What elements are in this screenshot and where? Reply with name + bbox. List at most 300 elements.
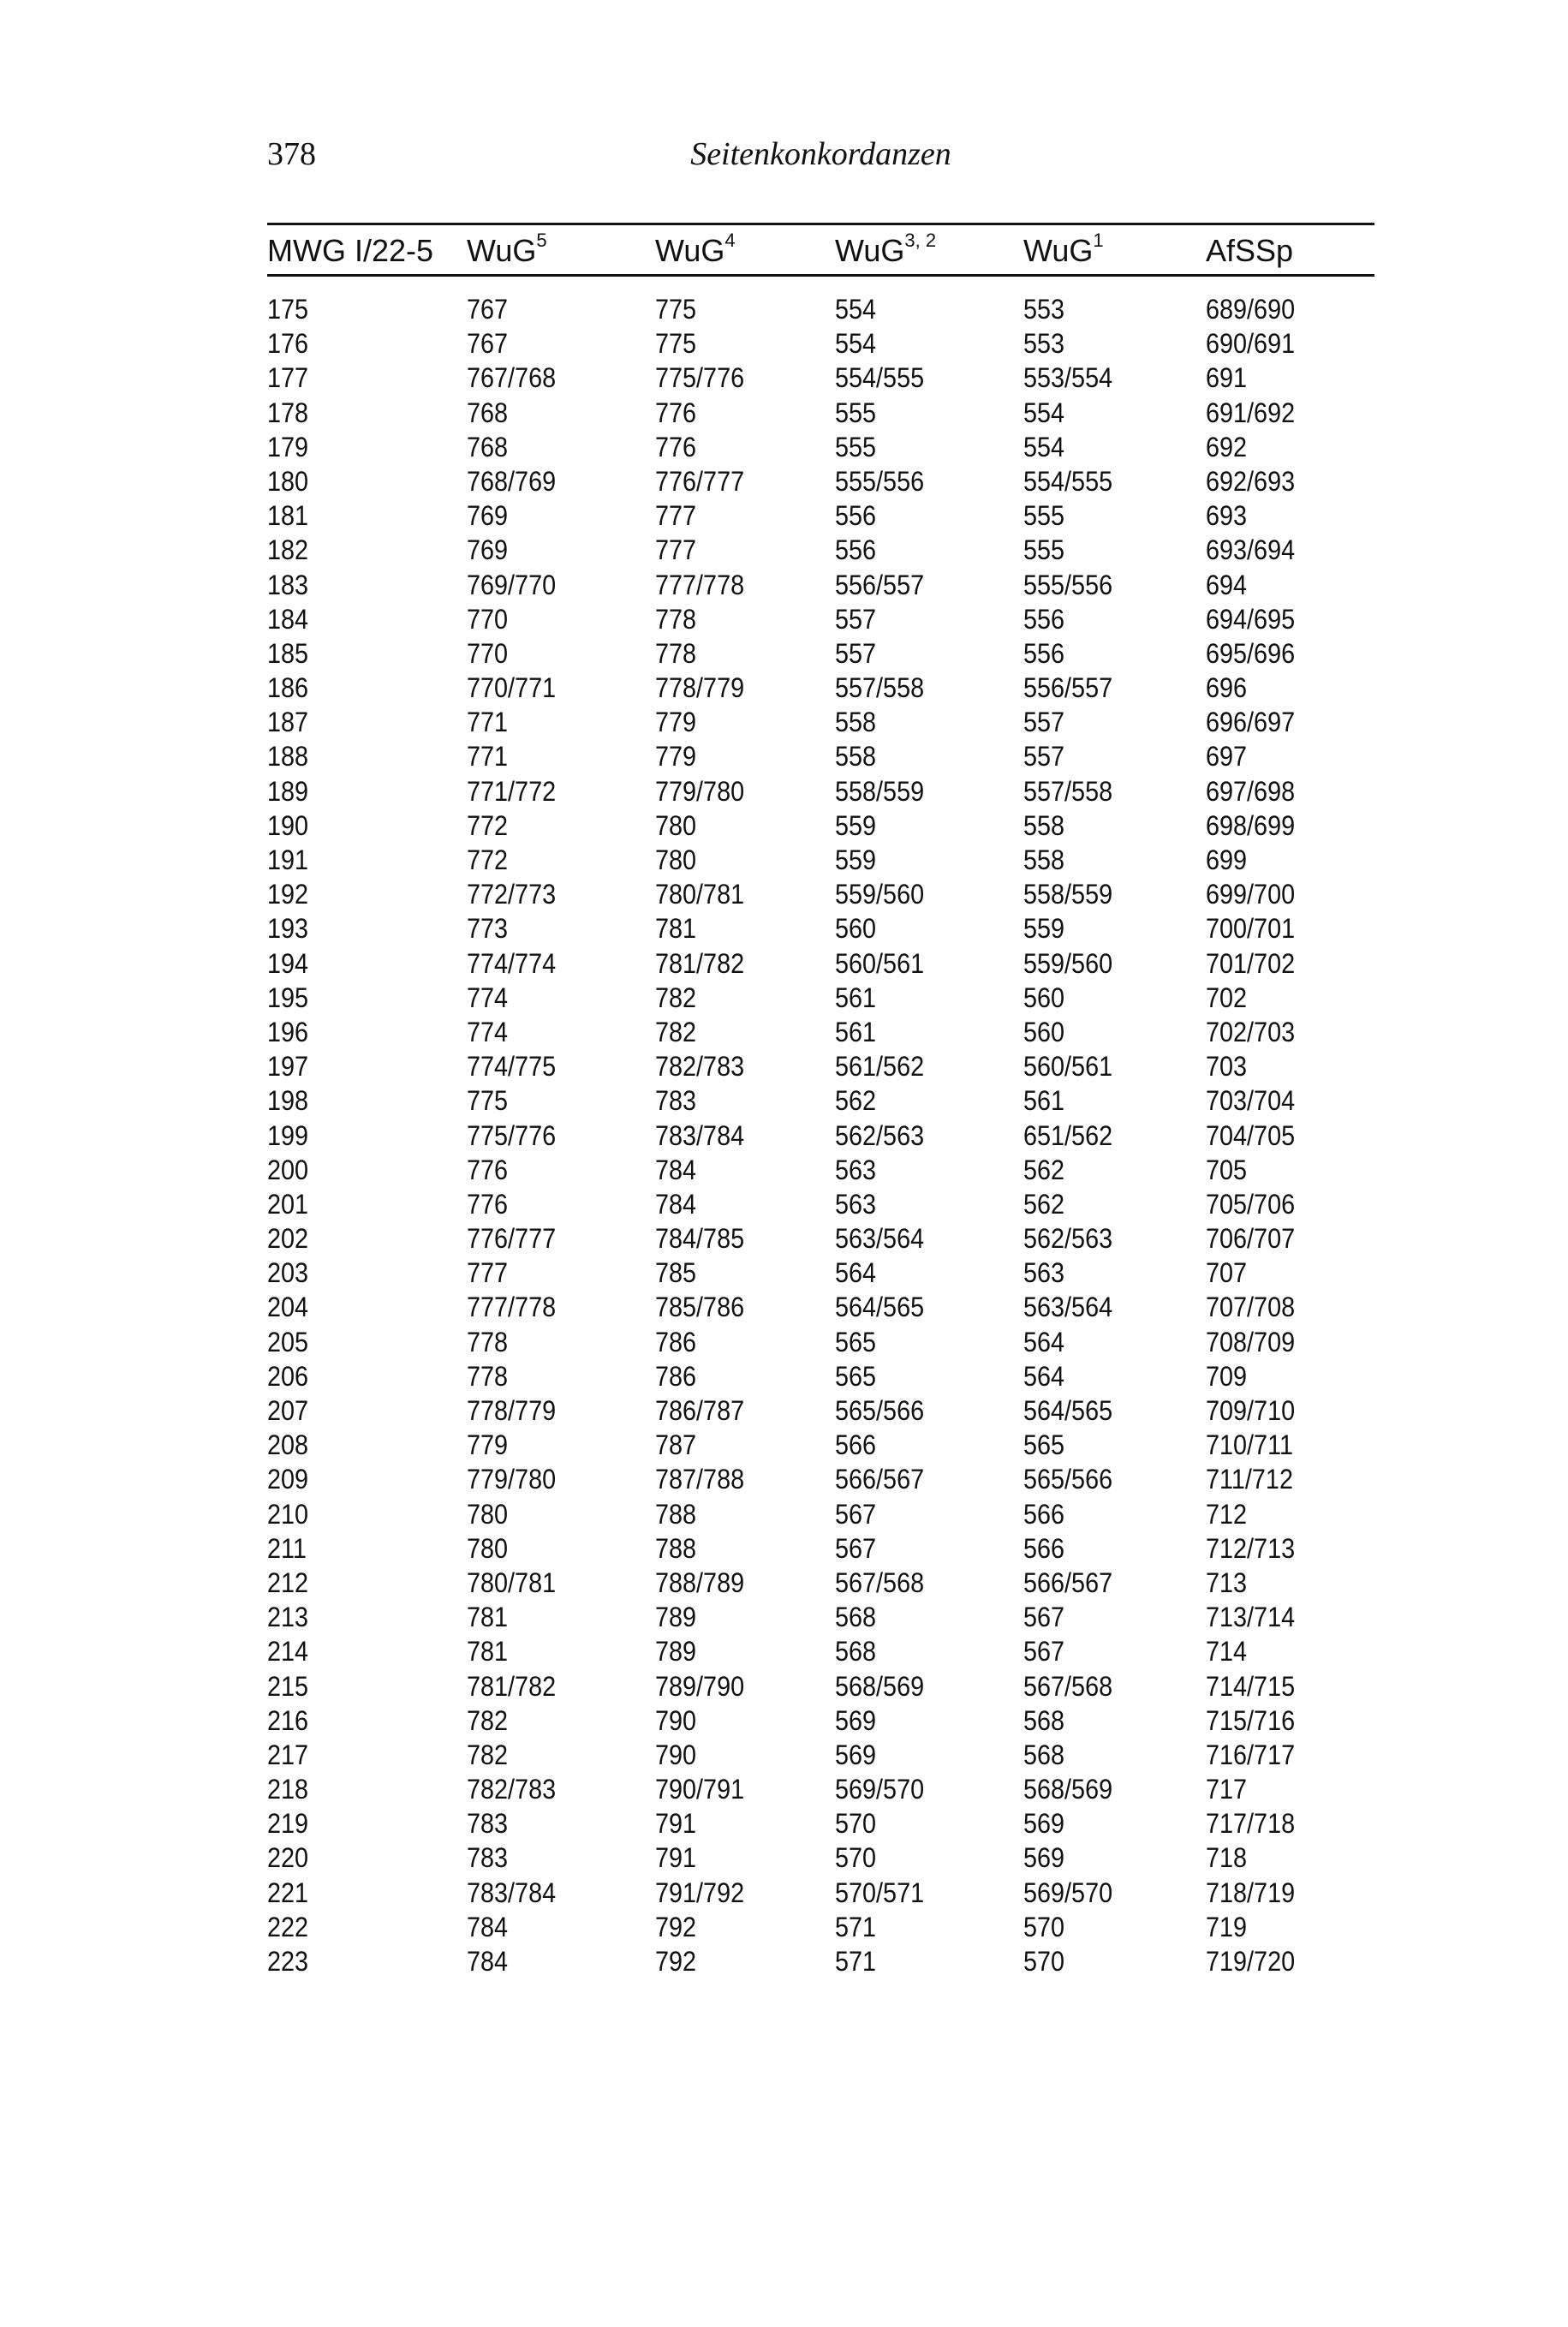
- cell-mwg: 222: [267, 1911, 309, 1942]
- table-row: [267, 1119, 1374, 1153]
- cell-afssp: 713: [1206, 1566, 1248, 1598]
- cell-wug4: 777/778: [655, 569, 745, 600]
- column-header-wug1: [1023, 232, 1104, 270]
- cell-afssp: 695/696: [1206, 637, 1296, 669]
- cell-wug3-2: 556: [835, 500, 877, 532]
- cell-wug5: 783: [467, 1808, 509, 1840]
- cell-mwg: 187: [267, 707, 309, 738]
- cell-wug4: 777: [655, 500, 697, 532]
- table-row: [267, 1910, 1374, 1944]
- cell-afssp: 692: [1206, 431, 1248, 462]
- table-row: [267, 1393, 1374, 1428]
- cell-afssp: 696: [1206, 672, 1248, 704]
- cell-wug3-2: 565: [835, 1326, 877, 1357]
- cell-wug3-2: 568: [835, 1636, 877, 1668]
- cell-afssp: 708/709: [1206, 1326, 1296, 1357]
- cell-wug5: 767/768: [467, 362, 557, 394]
- cell-afssp: 701/702: [1206, 947, 1296, 979]
- cell-wug4: 779: [655, 741, 697, 773]
- table-row: [267, 1876, 1374, 1910]
- cell-mwg: 218: [267, 1774, 309, 1805]
- cell-wug1: 553: [1023, 328, 1065, 360]
- table-row: [267, 326, 1374, 361]
- cell-mwg: 214: [267, 1636, 309, 1668]
- cell-mwg: 180: [267, 465, 309, 497]
- cell-wug5: 770: [467, 637, 509, 669]
- cell-wug4: 786/787: [655, 1395, 745, 1426]
- cell-wug5: 774/774: [467, 947, 557, 979]
- cell-mwg: 220: [267, 1842, 309, 1874]
- cell-wug5: 772/773: [467, 879, 557, 910]
- table-row: [267, 1669, 1374, 1703]
- table-row: [267, 1428, 1374, 1462]
- cell-wug5: 776: [467, 1188, 509, 1220]
- cell-wug5: 780: [467, 1498, 509, 1530]
- cell-afssp: 710/711: [1206, 1429, 1293, 1461]
- cell-wug1: 562: [1023, 1154, 1065, 1185]
- cell-afssp: 715/716: [1206, 1704, 1296, 1736]
- table-row: [267, 1772, 1374, 1806]
- column-header-label: WuG: [835, 233, 905, 268]
- cell-wug1: 567/568: [1023, 1670, 1113, 1702]
- cell-wug5: 769: [467, 534, 509, 566]
- table-row: [267, 1290, 1374, 1324]
- cell-wug5: 781: [467, 1636, 509, 1668]
- cell-wug1: 569: [1023, 1808, 1065, 1840]
- cell-mwg: 202: [267, 1223, 309, 1255]
- cell-wug3-2: 569: [835, 1704, 877, 1736]
- cell-wug4: 775: [655, 328, 697, 360]
- cell-wug1: 568: [1023, 1739, 1065, 1770]
- cell-mwg: 199: [267, 1119, 309, 1151]
- cell-wug5: 776: [467, 1154, 509, 1185]
- cell-wug5: 784: [467, 1946, 509, 1977]
- cell-wug3-2: 568/569: [835, 1670, 925, 1702]
- cell-wug5: 777/778: [467, 1292, 557, 1323]
- cell-wug3-2: 556: [835, 534, 877, 566]
- cell-mwg: 181: [267, 500, 309, 532]
- cell-wug3-2: 567: [835, 1498, 877, 1530]
- cell-afssp: 718: [1206, 1842, 1248, 1874]
- cell-wug3-2: 563: [835, 1188, 877, 1220]
- cell-wug5: 780: [467, 1532, 509, 1564]
- cell-wug1: 563/564: [1023, 1292, 1113, 1323]
- cell-wug1: 560: [1023, 1016, 1065, 1047]
- cell-wug1: 564: [1023, 1360, 1065, 1392]
- cell-afssp: 719: [1206, 1911, 1248, 1942]
- cell-wug3-2: 567: [835, 1532, 877, 1564]
- cell-afssp: 691: [1206, 362, 1248, 394]
- cell-wug4: 792: [655, 1946, 697, 1977]
- cell-mwg: 200: [267, 1154, 309, 1185]
- cell-wug4: 776/777: [655, 465, 745, 497]
- column-header-superscript: 3, 2: [904, 230, 937, 251]
- cell-mwg: 183: [267, 569, 309, 600]
- cell-wug4: 785/786: [655, 1292, 745, 1323]
- table-row: [267, 843, 1374, 877]
- cell-afssp: 717/718: [1206, 1808, 1296, 1840]
- cell-wug1: 565/566: [1023, 1464, 1113, 1495]
- cell-mwg: 198: [267, 1085, 309, 1117]
- cell-wug3-2: 570/571: [835, 1877, 925, 1908]
- cell-afssp: 705/706: [1206, 1188, 1296, 1220]
- cell-wug4: 782: [655, 982, 697, 1013]
- cell-mwg: 195: [267, 982, 309, 1013]
- cell-wug5: 768: [467, 397, 509, 428]
- cell-wug3-2: 554: [835, 328, 877, 360]
- cell-wug1: 567: [1023, 1636, 1065, 1668]
- cell-mwg: 177: [267, 362, 309, 394]
- cell-mwg: 175: [267, 294, 309, 325]
- cell-mwg: 196: [267, 1016, 309, 1047]
- cell-wug3-2: 563: [835, 1154, 877, 1185]
- cell-mwg: 179: [267, 431, 309, 462]
- cell-wug1: 560: [1023, 982, 1065, 1013]
- cell-wug3-2: 567/568: [835, 1566, 925, 1598]
- cell-wug3-2: 570: [835, 1842, 877, 1874]
- cell-wug5: 780/781: [467, 1566, 557, 1598]
- cell-mwg: 201: [267, 1188, 309, 1220]
- cell-wug4: 781: [655, 913, 697, 945]
- cell-wug4: 779/780: [655, 775, 745, 807]
- cell-wug5: 779/780: [467, 1464, 557, 1495]
- table-row: [267, 636, 1374, 671]
- cell-wug1: 558: [1023, 809, 1065, 841]
- cell-afssp: 697/698: [1206, 775, 1296, 807]
- cell-wug5: 782: [467, 1704, 509, 1736]
- cell-wug4: 789/790: [655, 1670, 745, 1702]
- cell-mwg: 203: [267, 1257, 309, 1289]
- cell-afssp: 711/712: [1206, 1464, 1293, 1495]
- page-header: [267, 128, 1374, 180]
- cell-wug5: 771/772: [467, 775, 557, 807]
- cell-mwg: 221: [267, 1877, 309, 1908]
- cell-mwg: 208: [267, 1429, 309, 1461]
- cell-wug4: 775: [655, 294, 697, 325]
- column-header-wug4: [655, 232, 736, 270]
- cell-wug3-2: 557: [835, 637, 877, 669]
- table-row: [267, 533, 1374, 567]
- cell-wug1: 557/558: [1023, 775, 1113, 807]
- cell-wug1: 567: [1023, 1602, 1065, 1633]
- cell-afssp: 697: [1206, 741, 1248, 773]
- concordance-table: [267, 223, 1374, 1978]
- cell-wug4: 780/781: [655, 879, 745, 910]
- table-row: [267, 1256, 1374, 1290]
- cell-wug3-2: 561/562: [835, 1051, 925, 1083]
- cell-wug4: 790/791: [655, 1774, 745, 1805]
- cell-afssp: 703/704: [1206, 1085, 1296, 1117]
- table-row: [267, 498, 1374, 533]
- table-row: [267, 1049, 1374, 1083]
- cell-mwg: 189: [267, 775, 309, 807]
- cell-wug4: 788/789: [655, 1566, 745, 1598]
- cell-wug1: 565: [1023, 1429, 1065, 1461]
- cell-wug3-2: 571: [835, 1946, 877, 1977]
- cell-wug3-2: 566/567: [835, 1464, 925, 1495]
- cell-afssp: 709: [1206, 1360, 1248, 1392]
- cell-afssp: 707/708: [1206, 1292, 1296, 1323]
- table-row: [267, 946, 1374, 981]
- table-row: [267, 361, 1374, 395]
- table-row: [267, 1841, 1374, 1875]
- table-row: [267, 396, 1374, 430]
- cell-mwg: 210: [267, 1498, 309, 1530]
- cell-wug5: 773: [467, 913, 509, 945]
- cell-mwg: 193: [267, 913, 309, 945]
- cell-wug4: 779: [655, 707, 697, 738]
- cell-mwg: 223: [267, 1946, 309, 1977]
- cell-afssp: 718/719: [1206, 1877, 1296, 1908]
- cell-wug1: 555: [1023, 534, 1065, 566]
- cell-wug3-2: 565: [835, 1360, 877, 1392]
- cell-wug1: 560/561: [1023, 1051, 1113, 1083]
- cell-wug1: 564: [1023, 1326, 1065, 1357]
- column-header-afssp: [1206, 232, 1293, 270]
- column-header-superscript: 1: [1093, 230, 1104, 251]
- cell-afssp: 698/699: [1206, 809, 1296, 841]
- cell-afssp: 713/714: [1206, 1602, 1296, 1633]
- column-header-wug3-2: [835, 232, 936, 270]
- table-header-row: [267, 225, 1374, 274]
- cell-wug5: 783: [467, 1842, 509, 1874]
- cell-wug1: 556: [1023, 603, 1065, 635]
- table-row: [267, 602, 1374, 636]
- cell-wug1: 555: [1023, 500, 1065, 532]
- cell-wug5: 778/779: [467, 1395, 557, 1426]
- cell-wug4: 791/792: [655, 1877, 745, 1908]
- cell-wug3-2: 559: [835, 809, 877, 841]
- cell-wug4: 787: [655, 1429, 697, 1461]
- cell-wug1: 566/567: [1023, 1566, 1113, 1598]
- cell-afssp: 717: [1206, 1774, 1248, 1805]
- table-row: [267, 1325, 1374, 1359]
- cell-afssp: 699/700: [1206, 879, 1296, 910]
- table-row: [267, 981, 1374, 1015]
- cell-wug3-2: 555: [835, 431, 877, 462]
- cell-wug5: 770: [467, 603, 509, 635]
- cell-wug1: 569: [1023, 1842, 1065, 1874]
- cell-wug1: 553/554: [1023, 362, 1113, 394]
- cell-wug3-2: 558: [835, 707, 877, 738]
- table-row: [267, 292, 1374, 326]
- cell-wug1: 570: [1023, 1911, 1065, 1942]
- cell-afssp: 709/710: [1206, 1395, 1296, 1426]
- cell-wug5: 778: [467, 1360, 509, 1392]
- table-row: [267, 1221, 1374, 1256]
- table-row: [267, 1015, 1374, 1049]
- cell-wug3-2: 564: [835, 1257, 877, 1289]
- cell-mwg: 191: [267, 844, 309, 875]
- cell-wug4: 792: [655, 1911, 697, 1942]
- cell-wug1: 566: [1023, 1532, 1065, 1564]
- cell-wug5: 767: [467, 294, 509, 325]
- cell-wug1: 554/555: [1023, 465, 1113, 497]
- cell-afssp: 700/701: [1206, 913, 1296, 945]
- cell-wug3-2: 569/570: [835, 1774, 925, 1805]
- cell-mwg: 207: [267, 1395, 309, 1426]
- cell-mwg: 178: [267, 397, 309, 428]
- running-title: Seitenkonkordanzen: [690, 136, 951, 172]
- table-row: [267, 1531, 1374, 1566]
- cell-wug1: 555/556: [1023, 569, 1113, 600]
- cell-wug1: 557: [1023, 741, 1065, 773]
- cell-wug4: 775/776: [655, 362, 745, 394]
- cell-afssp: 714/715: [1206, 1670, 1296, 1702]
- cell-mwg: 219: [267, 1808, 309, 1840]
- table-body: [267, 277, 1374, 1978]
- cell-wug5: 769/770: [467, 569, 557, 600]
- cell-wug1: 568/569: [1023, 1774, 1113, 1805]
- cell-wug4: 788: [655, 1532, 697, 1564]
- cell-wug4: 789: [655, 1636, 697, 1668]
- cell-wug3-2: 569: [835, 1739, 877, 1770]
- cell-wug5: 774/775: [467, 1051, 557, 1083]
- cell-afssp: 696/697: [1206, 707, 1296, 738]
- cell-wug4: 790: [655, 1704, 697, 1736]
- cell-wug5: 770/771: [467, 672, 557, 704]
- table-row: [267, 1634, 1374, 1668]
- cell-mwg: 212: [267, 1566, 309, 1598]
- cell-afssp: 705: [1206, 1154, 1248, 1185]
- cell-wug5: 771: [467, 741, 509, 773]
- cell-afssp: 691/692: [1206, 397, 1296, 428]
- cell-mwg: 217: [267, 1739, 309, 1770]
- cell-wug1: 570: [1023, 1946, 1065, 1977]
- cell-wug1: 559/560: [1023, 947, 1113, 979]
- cell-wug1: 569/570: [1023, 1877, 1113, 1908]
- table-row: [267, 1083, 1374, 1118]
- cell-wug1: 554: [1023, 431, 1065, 462]
- cell-mwg: 216: [267, 1704, 309, 1736]
- cell-mwg: 192: [267, 879, 309, 910]
- cell-wug5: 783/784: [467, 1877, 557, 1908]
- cell-wug1: 554: [1023, 397, 1065, 428]
- cell-wug5: 784: [467, 1911, 509, 1942]
- cell-wug4: 784: [655, 1188, 697, 1220]
- cell-wug5: 768/769: [467, 465, 557, 497]
- cell-wug3-2: 568: [835, 1602, 877, 1633]
- cell-wug4: 778: [655, 637, 697, 669]
- cell-mwg: 204: [267, 1292, 309, 1323]
- cell-wug3-2: 560/561: [835, 947, 925, 979]
- table-row: [267, 1600, 1374, 1634]
- column-header-label: WuG: [467, 233, 537, 268]
- cell-wug5: 769: [467, 500, 509, 532]
- cell-wug3-2: 557: [835, 603, 877, 635]
- cell-wug3-2: 558: [835, 741, 877, 773]
- cell-afssp: 689/690: [1206, 294, 1296, 325]
- cell-wug5: 774: [467, 1016, 509, 1047]
- column-header-label: MWG I/22-5: [267, 233, 434, 268]
- table-row: [267, 1944, 1374, 1978]
- cell-wug3-2: 554: [835, 294, 877, 325]
- cell-wug1: 561: [1023, 1085, 1065, 1117]
- cell-afssp: 714: [1206, 1636, 1248, 1668]
- cell-afssp: 719/720: [1206, 1946, 1296, 1977]
- cell-wug1: 563: [1023, 1257, 1065, 1289]
- cell-mwg: 184: [267, 603, 309, 635]
- cell-wug1: 568: [1023, 1704, 1065, 1736]
- cell-wug5: 771: [467, 707, 509, 738]
- cell-wug5: 781: [467, 1602, 509, 1633]
- cell-wug3-2: 564/565: [835, 1292, 925, 1323]
- cell-mwg: 182: [267, 534, 309, 566]
- cell-mwg: 197: [267, 1051, 309, 1083]
- cell-wug4: 783: [655, 1085, 697, 1117]
- cell-wug4: 777: [655, 534, 697, 566]
- cell-wug3-2: 566: [835, 1429, 877, 1461]
- cell-wug4: 787/788: [655, 1464, 745, 1495]
- cell-mwg: 209: [267, 1464, 309, 1495]
- table-row: [267, 430, 1374, 464]
- cell-afssp: 699: [1206, 844, 1248, 875]
- cell-wug5: 778: [467, 1326, 509, 1357]
- column-header-wug5: [467, 232, 547, 270]
- cell-wug4: 785: [655, 1257, 697, 1289]
- cell-wug3-2: 563/564: [835, 1223, 925, 1255]
- column-header-label: AfSSp: [1206, 233, 1294, 268]
- cell-wug5: 779: [467, 1429, 509, 1461]
- cell-afssp: 707: [1206, 1257, 1248, 1289]
- cell-wug4: 784: [655, 1154, 697, 1185]
- cell-afssp: 706/707: [1206, 1223, 1296, 1255]
- cell-wug5: 768: [467, 431, 509, 462]
- table-row: [267, 1497, 1374, 1531]
- cell-mwg: 215: [267, 1670, 309, 1702]
- cell-wug1: 562: [1023, 1188, 1065, 1220]
- cell-wug4: 789: [655, 1602, 697, 1633]
- cell-wug1: 556: [1023, 637, 1065, 669]
- table-row: [267, 568, 1374, 602]
- cell-mwg: 211: [267, 1532, 307, 1564]
- cell-wug3-2: 555/556: [835, 465, 925, 497]
- cell-wug3-2: 555: [835, 397, 877, 428]
- cell-mwg: 190: [267, 809, 309, 841]
- cell-wug1: 562/563: [1023, 1223, 1113, 1255]
- cell-afssp: 712/713: [1206, 1532, 1296, 1564]
- cell-wug5: 774: [467, 982, 509, 1013]
- cell-wug4: 790: [655, 1739, 697, 1770]
- cell-wug4: 783/784: [655, 1119, 745, 1151]
- cell-wug3-2: 562: [835, 1085, 877, 1117]
- table-row: [267, 911, 1374, 946]
- cell-wug4: 776: [655, 431, 697, 462]
- cell-mwg: 206: [267, 1360, 309, 1392]
- cell-wug3-2: 554/555: [835, 362, 925, 394]
- cell-wug3-2: 560: [835, 913, 877, 945]
- cell-wug4: 778/779: [655, 672, 745, 704]
- cell-wug1: 553: [1023, 294, 1065, 325]
- cell-wug4: 788: [655, 1498, 697, 1530]
- cell-wug3-2: 558/559: [835, 775, 925, 807]
- cell-afssp: 693/694: [1206, 534, 1296, 566]
- cell-wug4: 786: [655, 1326, 697, 1357]
- cell-wug4: 782/783: [655, 1051, 745, 1083]
- cell-wug4: 781/782: [655, 947, 745, 979]
- cell-mwg: 205: [267, 1326, 309, 1357]
- cell-wug1: 651/562: [1023, 1119, 1113, 1151]
- cell-wug3-2: 562/563: [835, 1119, 925, 1151]
- table-row: [267, 739, 1374, 773]
- cell-wug3-2: 557/558: [835, 672, 925, 704]
- cell-wug5: 775: [467, 1085, 509, 1117]
- cell-afssp: 702: [1206, 982, 1248, 1013]
- column-header-mwg: [267, 232, 433, 270]
- page-number: 378: [267, 136, 316, 172]
- column-header-superscript: 4: [724, 230, 736, 251]
- cell-wug3-2: 556/557: [835, 569, 925, 600]
